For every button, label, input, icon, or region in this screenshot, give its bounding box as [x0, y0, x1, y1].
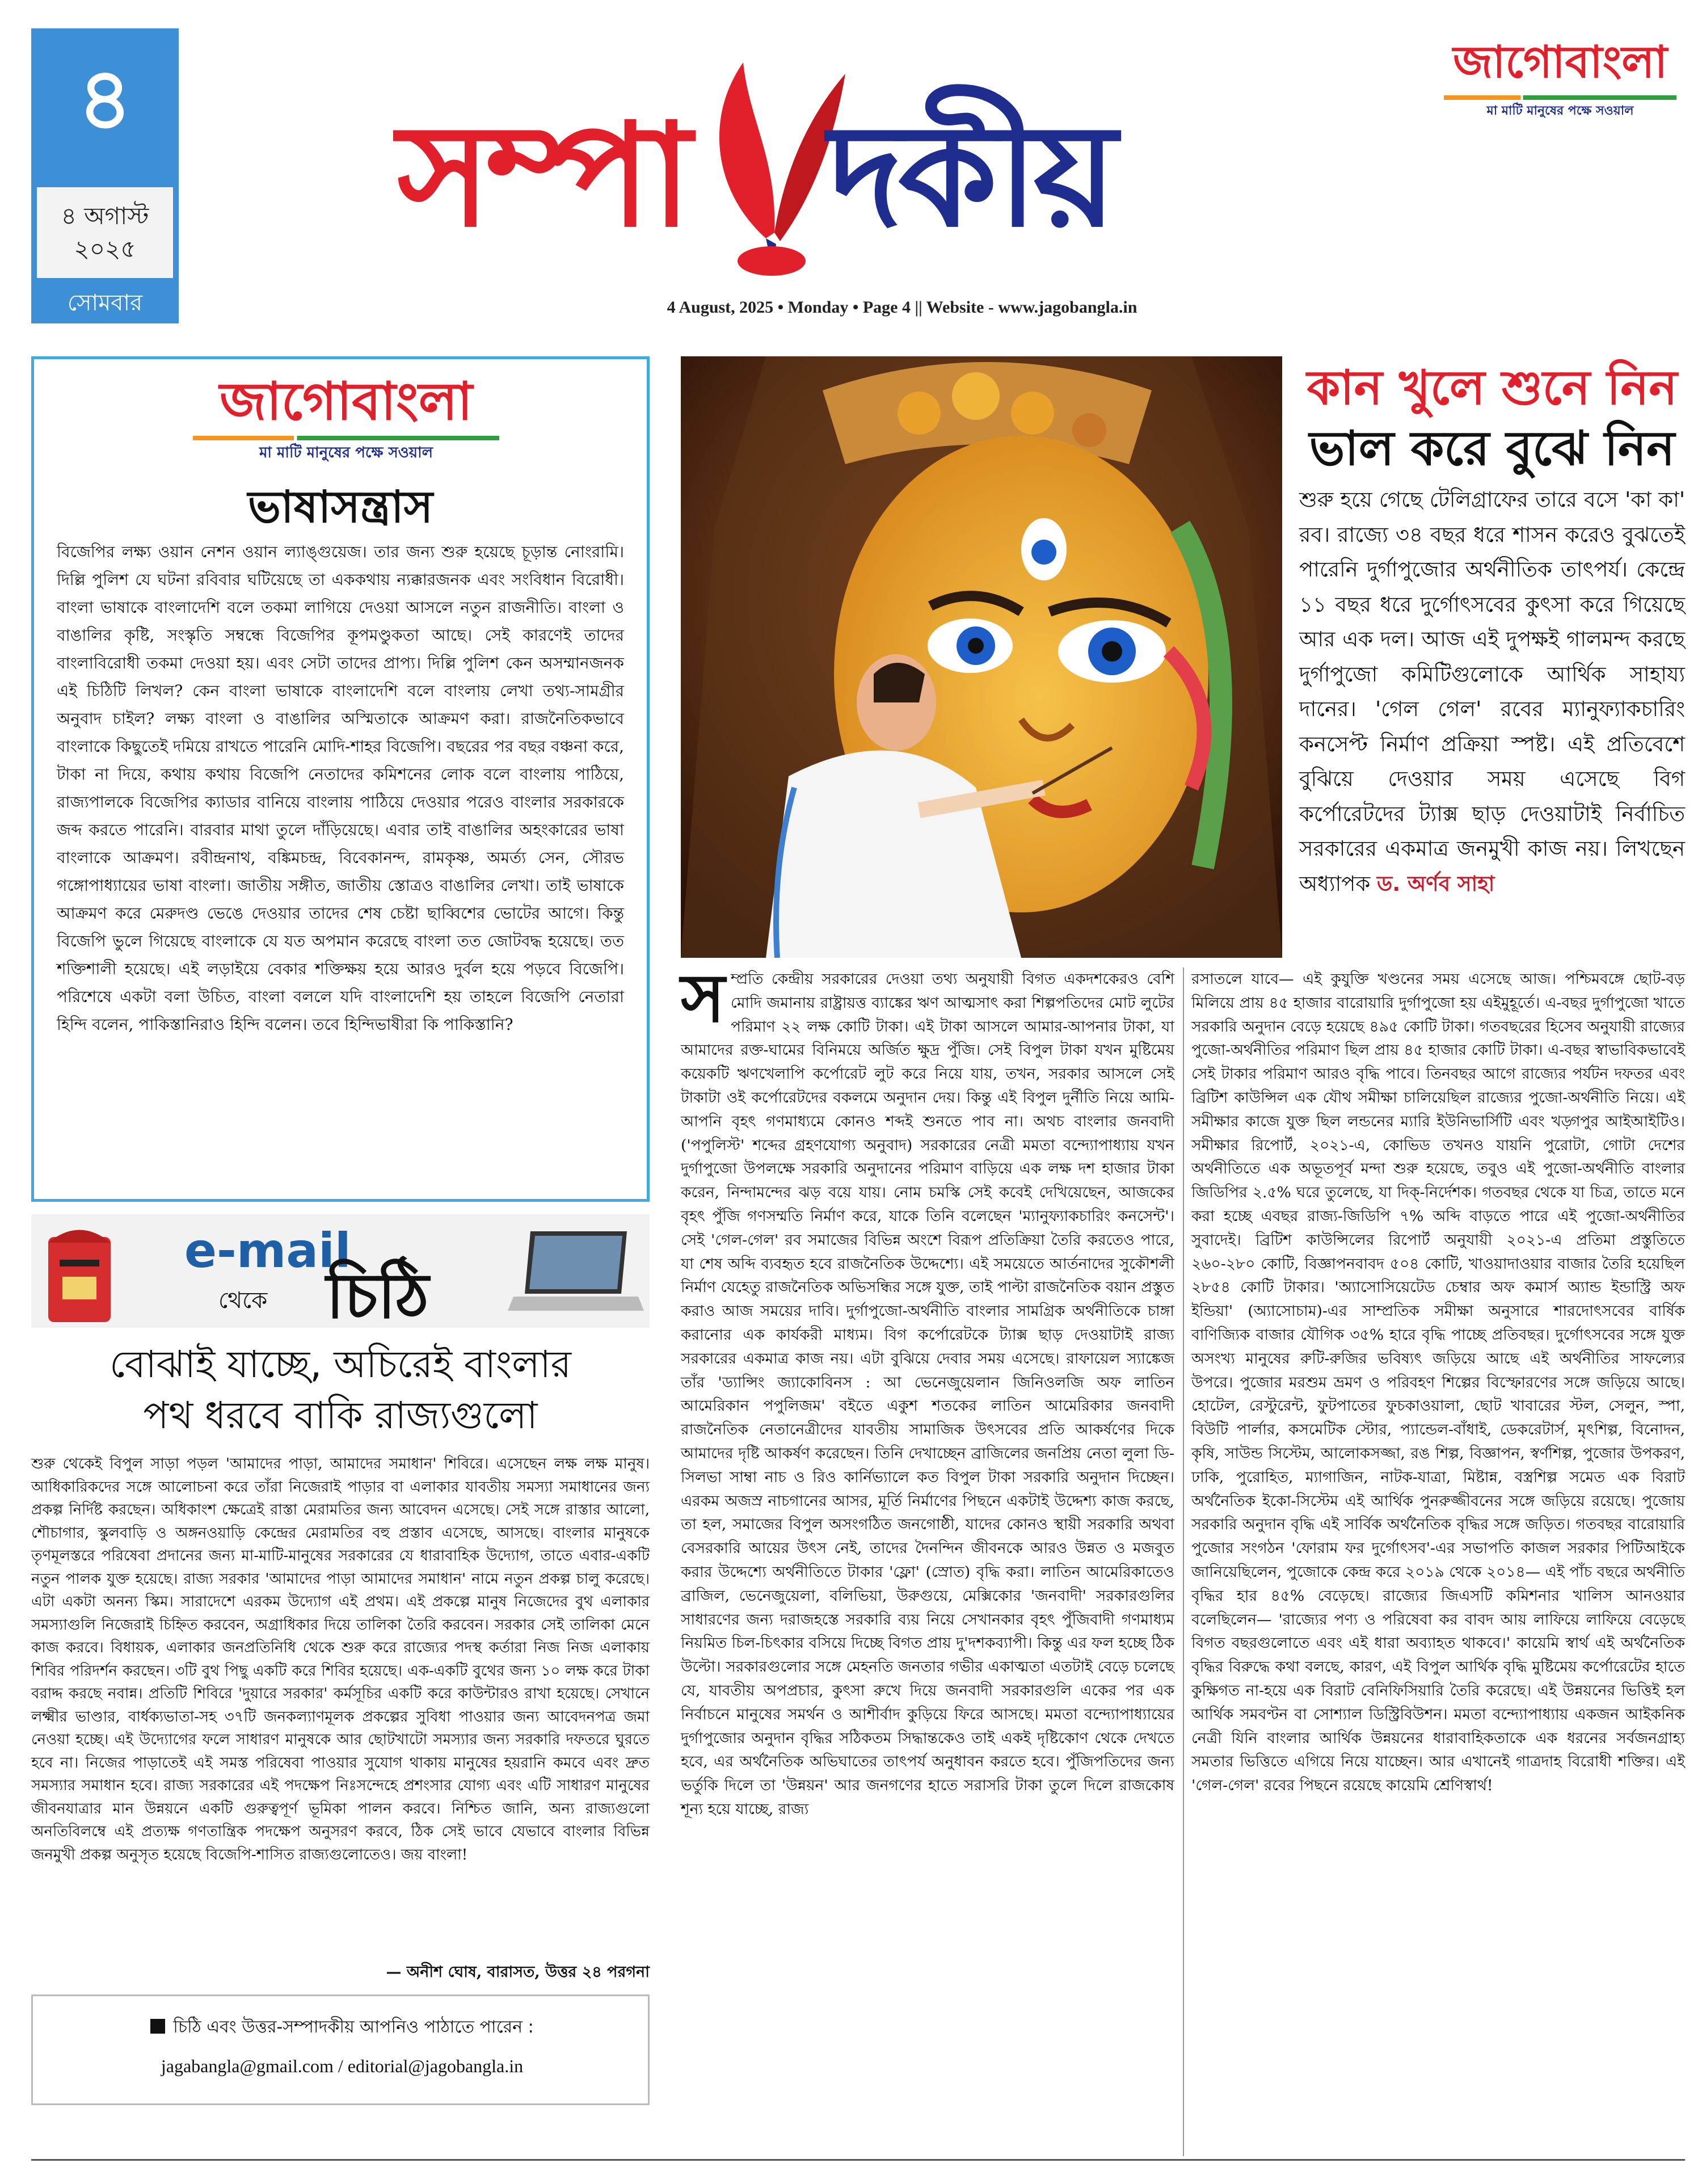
- article-column-2: রসাতলে যাবে— এই কুযুক্তি খণ্ডনের সময় এসেছে আজ। পশ্চিমবঙ্গে ছোট-বড় মিলিয়ে প্রায় ৪৫ হাজার বারোয়ারি দুর্গাপুজো হয় এইমুহূর্তে। এ-বছর দুর্গাপুজো খাতে সরকারি অনুদান বেড়ে হয়েছে ৪৯৫ কোটি টাকা। গতবছরের হিসেব অনুযায়ী রাজ্যের পুজো-অর্থনীতির পরিমাণ ছিল প্রায় ৪৫ হাজার কোটি টাকা। এ-বছর স্বাভাবিকভাবেই সেই টাকার পরিমাণ আরও বৃদ্ধি পাবে। তিনবছর আগে রাজ্যের পর্যটন দফতর এবং ব্রিটিশ কাউন্সিল এক যৌথ সমীক্ষা চালিয়েছিল রাজ্যের পুজো-অর্থনীতি নিয়ে। এই সমীক্ষার কাজে যুক্ত ছিল লন্ডনের ম্যারি ইউনিভার্সিটি এবং খড়্গপুর আইআইটিও। সমীক্ষার রিপোর্ট, ২০২১-এ, কোভিড তখনও যায়নি পুরোটা, গোটা দেশের অর্থনীতিতে এক অভূতপূর্ব মন্দা শুরু হয়েছে, তবুও এই পুজো-অর্থনীতি বাংলার জিডিপির ২.৫% ঘরে তুলেছে, যা দিক্-নির্দেশক। গতবছর থেকে যা চিত্র, তাতে মনে করা হচ্ছে এবছর রাজ্য-জিডিপি ৭% অব্দি বাড়তে পারে এই পুজো-অর্থনীতির সুবাদেই। ব্রিটিশ কাউন্সিলের রিপোর্ট অনুযায়ী ২০২১-এ প্রতিমা প্রস্তুতিতে ২৬০-২৮০ কোটি, বিজ্ঞাপনবাবদ ৫০৪ কোটি, খাওয়াদাওয়ার বাজার তৈরি হয়েছিল ২৮৫৪ কোটি টাকার। 'অ্যাসোসিয়েটেড চেম্বার অফ কমার্স অ্যান্ড ইন্ডাস্ট্রি অফ ইন্ডিয়া' (অ্যাসোচাম)-এর সাম্প্রতিক সমীক্ষা অনুসারে শারদোৎসবের বার্ষিক বাণিজ্যিক বাজার যৌগিক ৩৫% হারে বৃদ্ধি পাচ্ছে প্রতিবছর। দুর্গোৎসবের সঙ্গে যুক্ত অসংখ্য মানুষের রুটি-রুজির ভবিষ্যৎ জড়িয়ে আছে এই অর্থনীতির সাফল্যের উপরে। পুজোর মরশুম ভ্রমণ ও পরিবহণ শিল্পের বিস্ফোরণের সঙ্গে জড়িয়ে আছে। হোটেল, রেস্টুরেন্ট, ফুটপাতের ফুচকাওয়ালা, ছোট খাবারের স্টল, সেলুন, স্পা, বিউটি পার্লার, কসমেটিক স্টোর, প্যান্ডেল-বাঁধাই, ডেকরেটার্স, মৃৎশিল্প, বিনোদন, কৃষি, সাউন্ড সিস্টেম, আলোকসজ্জা, রঙ শিল্প, বিজ্ঞাপন, স্বর্ণশিল্প, পুজোর উপকরণ, ঢাকি, পুরোহিত, ম্যাগাজিন, নাটক-যাত্রা, মিষ্টান্ন, বস্ত্রশিল্প সমেত এক বিরাট অর্থনৈতিক ইকো-সিস্টেম এই আর্থিক পুনরুজ্জীবনের সঙ্গে জড়িয়ে রয়েছে। পুজোয় সরকারি অনুদান বৃদ্ধি এই সার্বিক অর্থনৈতিক বৃদ্ধির সঙ্গে জড়িত। গতবছর বারোয়ারি পুজোর সংগঠন 'ফোরাম ফর দুর্গোৎসব'-এর সভাপতি কাজল সরকার পিটিআইকে জানিয়েছিলেন, পুজোকে কেন্দ্র করে ২০১৯ থেকে ২০১৪— এই পাঁচ বছরে অর্থনীতি বৃদ্ধির হার ৪৫% বেড়েছে। রাজ্যের জিএসটি কমিশনার খালিস আনওয়ার বলেছিলেন— 'রাজ্যের পণ্য ও পরিষেবা কর বাবদ আয় লাফিয়ে লাফিয়ে বেড়েছে বিগত বছরগুলোতে এবং এই ধারা অব্যাহত থাকবে।' কায়েমি স্বার্থ এই অর্থনৈতিক বৃদ্ধির বিরুদ্ধে কথা বলছে, কারণ, এই বিপুল আর্থিক বৃদ্ধি মুষ্টিমেয় কর্পোরেটের হাতে কুক্ষিগত না-হয়ে এক বিরাট বেনিফিসিয়ারি তৈরি করেছে। এই উন্নয়নের ভিত্তিই হল আর্থিক সমবণ্টন বা সোশ্যাল ডিস্ট্রিবিউশন। মমতা বন্দ্যোপাধ্যায় একজন আইকনিক নেত্রী যিনি বাংলার আর্থিক উন্নয়নের ধারাবাহিকতাকে এক ধরনের সর্বজনগ্রাহ্য সমতার ভিত্তিতে এগিয়ে নিয়ে যাচ্ছেন। আর এখানেই গাত্রদাহ বিরোধী শক্তির। এই 'গেল-গেল' রবের পিছনে রয়েছে কায়েমি শ্রেণিস্বার্থ!: [1191, 970, 1685, 1795]
- date-box: [31, 28, 179, 323]
- durga-idol-photo: [681, 356, 1282, 958]
- article-dropcap: স: [681, 959, 725, 1037]
- brand-logo-text: জাগোবাংলা: [220, 371, 473, 432]
- laptop-icon: [508, 1226, 644, 1322]
- brand-slogan: মা মাটি মানুষের পক্ষে সওয়াল: [1486, 104, 1634, 118]
- brand-logo-top: [1441, 34, 1679, 118]
- brand-slogan: মা মাটি মানুষের পক্ষে সওয়াল: [259, 444, 433, 461]
- brand-logo-editorial: [176, 371, 516, 461]
- masthead-title-part2: দকীয়: [828, 93, 1113, 258]
- feature-intro-text: শুরু হয়ে গেছে টেলিগ্রাফের তারে বসে 'কা কা' রব। রাজ্যে ৩৪ বছর ধরে শাসন করেও বুঝতেই পারেনি দুর্গাপুজোর অর্থনীতিক তাৎপর্য। কেন্দ্রে ১১ বছর ধরে দুর্গোৎসবের কুৎসা করে গিয়েছে আর এক দল। আজ এই দুপক্ষই গালমন্দ করছে দুর্গাপুজো কমিটিগুলোকে আর্থিক সাহায্য দানের। 'গেল গেল' রবের ম্যানুফ্যাকচারিং কনসেপ্ট নির্মাণ প্রক্রিয়া স্পষ্ট। এই প্রতিবেশে বুঝিয়ে দেওয়ার সময় এসেছে বিগ কর্পোরেটদের ট্যাক্স ছাড় দেওয়াটাই নির্বাচিত সরকারের একমাত্র জনমুখী কাজ নয়। লিখছেন অধ্যাপক: [1299, 487, 1685, 896]
- article-column-1-text: ম্প্রতি কেন্দ্রীয় সরকারের দেওয়া তথ্য অনুযায়ী বিগত একদশকেরও বেশি মোদি জমানায় রাষ্ট্রায়ত্ত ব্যাঙ্কের ঋণ আত্মসাৎ করা শিল্পপতিদের মোট লুটের পরিমাণ ২২ লক্ষ কোটি টাকা। এই টাকা আসলে আমার-আপনার টাকা, যা আমাদের রক্ত-ঘামের বিনিময়ে অর্জিত ক্ষুদ্র পুঁজি। সেই বিপুল টাকা যখন মুষ্টিমেয় কয়েকটি ঋণখেলাপি কর্পোরেট লুট করে নিয়ে যায়, তখন, সরকার আসলে সেই টাকাটা ওই কর্পোরেটদের বকলমে অনুদান দেয়। কিন্তু এই বিপুল দুর্নীতি নিয়ে আমি-আপনি বৃহৎ গণমাধ্যমে কোনও শব্দই শুনতে পাব না। অথচ বাংলার জনবাদী ('পপুলিস্ট' শব্দের গ্রহণযোগ্য অনুবাদ) সরকারের নেত্রী মমতা বন্দ্যোপাধ্যায় যখন দুর্গাপুজো উপলক্ষে সরকারি অনুদানের পরিমাণ বাড়িয়ে এক লক্ষ দশ হাজার টাকা করেন, নিন্দামন্দের ঝড় বয়ে যায়। নোম চমস্কি সেই কবেই দেখিয়েছেন, আজকের বৃহৎ পুঁজি গণসম্মতি নির্মাণ করে, যাকে তিনি বলেছেন 'ম্যানুফ্যাকচারিং কনসেন্ট'। সেই 'গেল-গেল' রব সমাজের বিভিন্ন অংশে বিরূপ প্রতিক্রিয়া তৈরি করতেও পারে, যা শেষ অব্দি ব্যবহৃত হবে রাজনৈতিক উদ্দেশ্যে। এই সময়েতে আর্তনাদের সুকৌশলী নির্মাণ যেহেতু রাজনৈতিক অভিসন্ধির সঙ্গে যুক্ত, তাই পাল্টা রাজনৈতিক বয়ান প্রস্তুত করাও আজ সময়ের দাবি। দুর্গাপুজো-অর্থনীতি বাংলার সামগ্রিক অর্থনীতিকে চাঙ্গা করানোর এক কার্যকরী মাধ্যম। বিগ কর্পোরেটকে ট্যাক্স ছাড় দেওয়াটাই রাজ্য সরকারের একমাত্র কাজ নয়। এটা বুঝিয়ে দেবার সময় এসেছে। রাফায়েল স্যাঙ্কেজ তাঁর 'ড্যান্সিং জ্যাকোবিনস : আ ভেনেজুয়েলান জিনিওলজি অফ লাতিন আমেরিকান পপুলিজম' বইতে একুশ শতকের লাতিন আমেরিকার জনবাদী রাজনৈতিক নেতানেত্রীদের যাবতীয় সামাজিক উৎসবের প্রতি আকর্ষণের দিকে আমাদের দৃষ্টি আকর্ষণ করেছেন। তিনি দেখাচ্ছেন ব্রাজিলের জনপ্রিয় নেতা লুলা ডি-সিলভা সাম্বা নাচ ও রিও কার্নিভ্যালে কত বিপুল টাকা সরকারি অনুদান দিচ্ছেন। এরকম অজস্র নাচগানের আসর, মূর্তি নির্মাণের পিছনে একটাই উদ্দেশ্য কাজ করছে, তা হল, সমাজের বিপুল অসংগঠিত জনগোষ্ঠী, যাদের কোনও স্থায়ী সরকারি অথবা বেসরকারি আয়ের উৎস নেই, তাদের দৈনন্দিন জীবনকে আরও উন্নত ও মজবুত করার উদ্দেশ্যে অর্থনীতিতে টাকার 'ফ্লো' (স্রোত) বৃদ্ধি করা। লাতিন আমেরিকাতেও ব্রাজিল, ভেনেজুয়েলা, বলিভিয়া, উরুগুয়ে, মেক্সিকোর 'জনবাদী' সরকারগুলির সাধারণের জন্য দরাজহস্তে সরকারি ব্যয় নিয়ে সেখানকার বৃহৎ পুঁজিবাদী গণমাধ্যম নিয়মিত চিল-চিৎকার বসিয়ে দিচ্ছে বিগত প্রায় দু'দশকব্যাপী। কিন্তু এর ফল হচ্ছে ঠিক উল্টো। সরকারগুলোর সঙ্গে মেহনতি জনতার গভীর একাত্মতা এতটাই বেড়ে চলেছে যে, যাবতীয় অপপ্রচার, কুৎসা রুখে দিয়ে জনবাদী সরকারগুলি একের পর এক নির্বাচনে মানুষের সমর্থন ও আশীর্বাদ কুড়িয়ে ফিরে আসছে। মমতা বন্দ্যোপাধ্যায়ের দুর্গাপুজোর অনুদান বৃদ্ধির সঠিকতম সিদ্ধান্তকেও তাই একই দৃষ্টিকোণ থেকে দেখতে হবে, এর অর্থনৈতিক অভিঘাতের তাৎপর্য অনুধাবন করতে হবে। পুঁজিপতিদের জন্য ভর্তুকি দিলে তা 'উন্নয়ন' আর জনগণের হাতে সরাসরি টাকা তুলে দিলে রাজকোষ শূন্য হয়ে যাচ্ছে, রাজ্য: [681, 970, 1174, 1818]
- feature-headline-black: ভাল করে বুঝে নিন: [1309, 420, 1675, 476]
- masthead-title-part1: সম্পা: [397, 93, 688, 258]
- masthead: [397, 79, 1333, 306]
- letter-headline-line1: বোঝাই যাচ্ছে, অচিরেই বাংলার: [109, 1343, 571, 1386]
- feature-intro: [1299, 482, 1685, 901]
- bullet-icon: [150, 2019, 165, 2034]
- date-line-1: ৪ অগাস্ট: [61, 202, 149, 230]
- contact-emails: jagabangla@gmail.com / editorial@jagobangla.in: [161, 2056, 524, 2076]
- tricolor-bar: [193, 436, 499, 440]
- article-column-1: [681, 959, 1174, 1821]
- email-banner: [31, 1214, 650, 1332]
- contact-box: [31, 1994, 650, 2105]
- contact-instruction: [33, 2013, 651, 2042]
- page-number: ৪: [77, 50, 133, 149]
- brand-logo-text: জাগোবাংলা: [1453, 37, 1667, 88]
- editorial-title: ভাষাসন্ত্রাস: [247, 482, 433, 533]
- chithi-word: চিঠি: [326, 1260, 429, 1332]
- feature-headline-red: কান খুলে শুনে নিন: [1307, 360, 1678, 415]
- letter-headline-line2: পথ ধরবে বাকি রাজ্যগুলো: [143, 1394, 538, 1437]
- footer-rule: [31, 2159, 1685, 2161]
- masthead-tagline: 4 August, 2025 • Monday • Page 4 || Website - www.jagobangla.in: [667, 298, 1138, 317]
- letter-body: শুরু থেকেই বিপুল সাড়া পড়ল 'আমাদের পাড়া, আমাদের সমাধান' শিবিরে। এসেছেন লক্ষ লক্ষ মানুষ। আধিকারিকদের সঙ্গে আলোচনা করে তাঁরা নিজেরাই পাড়ার বা এলাকার যাবতীয় সমস্যা সমাধানের জন্য প্রকল্প নির্দিষ্ট করছেন। অধিকাংশ ক্ষেত্রেই রাস্তা মেরামতির জন্য আবেদন এসেছে। সেই সঙ্গে রাস্তার আলো, শৌচাগার, স্কুলবাড়ি ও অঙ্গনওয়াড়ি কেন্দ্রের মেরামতির বহু প্রস্তাব এসেছে, আসছে। বাংলার মানুষকে তৃণমূলস্তরে পরিষেবা প্রদানের জন্য মা-মাটি-মানুষের সরকারের যে ধারাবাহিক উদ্যোগ, তাতে এবার-একটি নতুন পালক যুক্ত হয়েছে। রাজ্য সরকার 'আমাদের পাড়া আমাদের সমাধান' নামে নতুন প্রকল্প চালু করেছে। এটা একটা অনন্য স্কিম। সারাদেশে এরকম উদ্যোগ এই প্রথম। এই প্রকল্পে মানুষ নিজেদের বুথ এলাকার সমস্যাগুলি নিজেরাই চিহ্নিত করবেন, অগ্রাধিকার দিয়ে তালিকা তৈরি করবেন। সরকার সেই তালিকা মেনে কাজ করবে। বিধায়ক, এলাকার জনপ্রতিনিধি থেকে শুরু করে রাজ্যের পদস্থ কর্তারা নিজ নিজ এলাকায় শিবির পরিদর্শন করছেন। ৩টি বুথ পিছু একটি করে শিবির হয়েছে। এক-একটি বুথের জন্য ১০ লক্ষ করে টাকা বরাদ্দ করছে নবান্ন। প্রতিটি শিবিরে 'দুয়ারে সরকার' কর্মসূচির একটি করে কাউন্টারও রাখা হয়েছে। সেখানে লক্ষ্মীর ভাণ্ডার, বার্ধক্যভাতা-সহ ৩৭টি জনকল্যাণমূলক প্রকল্পের সুবিধা পাওয়ার জন্য আবেদনপত্র জমা নেওয়া হচ্ছে। এই উদ্যোগের ফলে সাধারণ মানুষকে আর ছোটখাটো সমস্যার জন্য সরকারি দফতরে ঘুরতে হবে না। নিজের পাড়াতেই এই সমস্ত পরিষেবা পাওয়ার সুযোগ থাকায় মানুষের হয়রানি কমবে এবং দ্রুত সমস্যার সমাধান হবে। রাজ্য সরকারের এই পদক্ষেপ নিঃসন্দেহে প্রশংসার যোগ্য এবং এটি সাধারণ মানুষের জীবনযাত্রার মান উন্নয়নে একটি গুরুত্বপূর্ণ ভূমিকা পালন করবে। নিশ্চিত জানি, অন্য রাজ্যগুলো অনতিবিলম্বে এই প্রত্যক্ষ গণতান্ত্রিক পদক্ষেপ অনুসরণ করবে, ঠিক সেই ভাবে যেভাবে বাংলার বিভিন্ন জনমুখী প্রকল্প অনুসৃত হয়েছে বিজেপি-শাসিত রাজ্যগুলোতেও। জয় বাংলা!: [31, 1455, 650, 1863]
- postbox-icon: [37, 1220, 122, 1322]
- letter-headline: [31, 1339, 650, 1441]
- theke-word: থেকে: [218, 1287, 268, 1314]
- editorial-body: বিজেপির লক্ষ্য ওয়ান নেশন ওয়ান ল্যাঙ্গুয়েজ। তার জন্য শুরু হয়েছে চূড়ান্ত নোংরামি। দিল্লি পুলিশ যে ঘটনা রবিবার ঘটিয়েছে তা এককথায় ন্যক্কারজনক এবং সংবিধান বিরোধী। বাংলা ভাষাকে বাংলাদেশি বলে তকমা লাগিয়ে দেওয়া আসলে নতুন রাজনীতি। বাংলা ও বাঙালির কৃষ্টি, সংস্কৃতি সম্বন্ধে বিজেপির কূপমণ্ডুকতা আছে। সেই কারণেই তাদের বাংলাবিরোধী তকমা দেওয়া হয়। এবং সেটা তাদের প্রাপ্য। দিল্লি পুলিশ কেন অসম্মানজনক এই চিঠিটি লিখল? কেন বাংলা ভাষাকে বাংলাদেশি বলে বাংলায় লেখা তথ্য-সামগ্রীর অনুবাদ চাইল? লক্ষ্য বাংলা ও বাঙালির অস্মিতাকে আক্রমণ করা। রাজনৈতিকভাবে বাংলাকে কিছুতেই দমিয়ে রাখতে পারেনি মোদি-শাহর বিজেপি। বছরের পর বছর বঞ্চনা করে, টাকা না দিয়ে, কথায় কথায় বিজেপি নেতাদের কমিশনের লোক বলে বাংলায় পাঠিয়ে, রাজ্যপালকে বিজেপির ক্যাডার বানিয়ে বাংলায় পাঠিয়ে দেওয়ার পরেও বাংলার সরকারকে জব্দ করতে পারেনি। বারবার মাথা তুলে দাঁড়িয়েছে। এবার তাই বাঙালির অহংকারের ভাষা বাংলাকে আক্রমণ। রবীন্দ্রনাথ, বঙ্কিমচন্দ্র, বিবেকানন্দ, রামকৃষ্ণ, অমর্ত্য সেন, সৌরভ গঙ্গোপাধ্যায়ের ভাষা বাংলা। জাতীয় সঙ্গীত, জাতীয় স্তোত্রও বাঙালির লেখা। তাই ভাষাকে আক্রমণ করে মেরুদণ্ড ভেঙে দেওয়ার তাদের শেষ চেষ্টা ছাব্বিশের ভোটের আগে। কিন্তু বিজেপি ভুলে গিয়েছে বাংলাকে যে যত অপমান করেছে বাংলা তত জোটবদ্ধ হয়েছে। তত শক্তিশালী হয়েছে। এই লড়াইয়ে বেকার শক্তিক্ষয় হয়ে আরও দুর্বল হয়ে পড়বে বিজেপি। পরিশেষে একটা বলা উচিত, বাংলা বললে যদি বাংলাদেশি হয় তাহলে বিজেপি নেতারা হিন্দি বলেন, পাকিস্তানিরাও হিন্দি বলেন। তবে হিন্দিভাষীরা কি পাকিস্তানি?: [57, 542, 624, 1034]
- tricolor-bar: [1444, 95, 1676, 100]
- date-line-2: ২০২৫: [74, 235, 136, 263]
- column-divider: [1183, 967, 1184, 2156]
- email-word: e-mail: [184, 1223, 351, 1278]
- letter-signoff: — অনীশ ঘোষ, বারাসত, উত্তর ২৪ পরগনা: [386, 1963, 650, 1981]
- quill-pen-icon: [681, 51, 851, 278]
- weekday: সোমবার: [67, 289, 143, 316]
- editorial-box: [31, 356, 650, 1202]
- contact-instruction-text: চিঠি এবং উত্তর-সম্পাদকীয় আপনিও পাঠাতে পারেন :: [173, 2017, 534, 2037]
- date-panel: [37, 187, 173, 278]
- feature-author: ড. অর্ণব সাহা: [1377, 871, 1495, 896]
